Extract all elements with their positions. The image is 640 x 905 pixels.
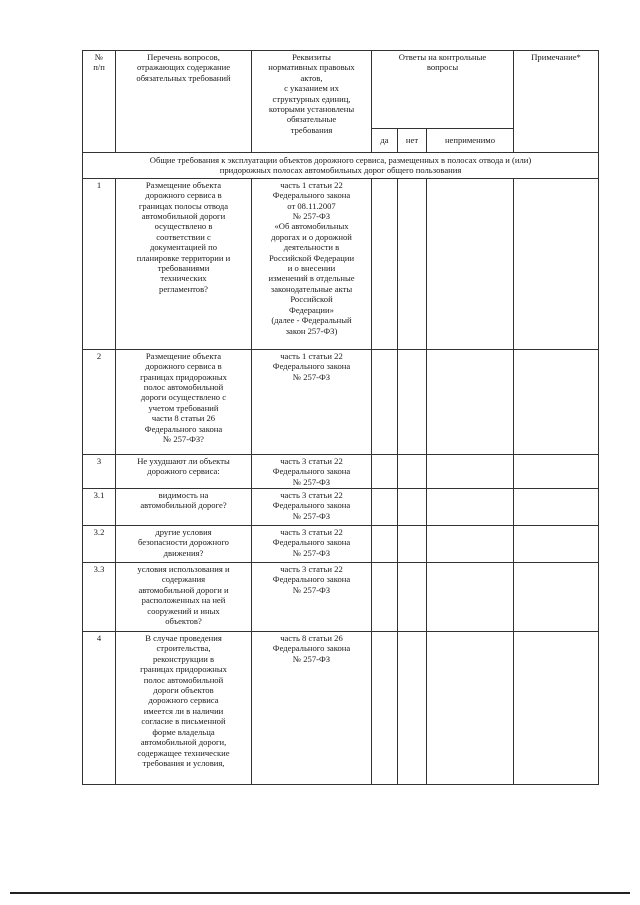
table-row bbox=[83, 489, 599, 526]
answer-na-cell[interactable] bbox=[427, 563, 514, 632]
note-cell[interactable] bbox=[514, 178, 599, 349]
answer-na-cell[interactable] bbox=[427, 526, 514, 563]
col-note-header: Примечание* bbox=[514, 51, 599, 153]
row-number: 1 bbox=[83, 178, 116, 349]
row-question: Не ухудшают ли объекты дорожного сервиса: bbox=[116, 454, 252, 488]
header-row bbox=[83, 51, 599, 129]
answer-no-cell[interactable] bbox=[398, 526, 427, 563]
answer-no-cell[interactable] bbox=[398, 489, 427, 526]
col-na-header: неприменимо bbox=[427, 129, 514, 153]
row-requisite: часть 3 статьи 22 Федерального закона № 257-ФЗ bbox=[252, 489, 372, 526]
answer-na-cell[interactable] bbox=[427, 489, 514, 526]
section-title: Общие требования к эксплуатации объектов дорожного сервиса, размещенных в полосах отвода и (или) придорожных полосах автомобильных дорог общего пользования bbox=[83, 153, 599, 179]
row-number: 4 bbox=[83, 632, 116, 785]
row-number: 3.3 bbox=[83, 563, 116, 632]
answer-no-cell[interactable] bbox=[398, 178, 427, 349]
col-yes-header: да bbox=[372, 129, 398, 153]
checklist-table bbox=[82, 50, 599, 785]
col-num-header: № п/п bbox=[83, 51, 116, 153]
col-questions-header: Перечень вопросов, отражающих содержание обязательных требований bbox=[116, 51, 252, 153]
answer-no-cell[interactable] bbox=[398, 349, 427, 454]
answer-na-cell[interactable] bbox=[427, 349, 514, 454]
section-row bbox=[83, 153, 599, 179]
row-number: 3 bbox=[83, 454, 116, 488]
row-question: Размещение объекта дорожного сервиса в границах полосы отвода автомобильной дороги осуществлено в соответствии с документацией по планировке территории и требованиями технических регламентов? bbox=[116, 178, 252, 349]
answer-yes-cell[interactable] bbox=[372, 632, 398, 785]
row-requisite: часть 3 статьи 22 Федерального закона № 257-ФЗ bbox=[252, 563, 372, 632]
row-requisite: часть 1 статьи 22 Федерального закона от 08.11.2007 № 257-ФЗ «Об автомобильных дорогах и о дорожной деятельности в Российской Федерации и о внесении изменений в отдельные законодательные акты Российской Федерации» (далее - Федеральный закон 257-ФЗ) bbox=[252, 178, 372, 349]
answer-na-cell[interactable] bbox=[427, 454, 514, 488]
row-number: 3.1 bbox=[83, 489, 116, 526]
answer-yes-cell[interactable] bbox=[372, 454, 398, 488]
note-cell[interactable] bbox=[514, 454, 599, 488]
note-cell[interactable] bbox=[514, 349, 599, 454]
table-row bbox=[83, 632, 599, 785]
answer-no-cell[interactable] bbox=[398, 563, 427, 632]
col-no-header: нет bbox=[398, 129, 427, 153]
table-row bbox=[83, 454, 599, 488]
row-question: В случае проведения строительства, реконструкции в границах придорожных полос автомобильной дороги объектов дорожного сервиса имеется ли в наличии согласие в письменной форме владельца автомобильной дороги, содержащее технические требования и условия, bbox=[116, 632, 252, 785]
row-question: условия использования и содержания автомобильной дороги и расположенных на ней сооружений и иных объектов? bbox=[116, 563, 252, 632]
row-requisite: часть 8 статьи 26 Федерального закона № 257-ФЗ bbox=[252, 632, 372, 785]
answer-yes-cell[interactable] bbox=[372, 489, 398, 526]
answer-yes-cell[interactable] bbox=[372, 349, 398, 454]
answer-na-cell[interactable] bbox=[427, 632, 514, 785]
answer-yes-cell[interactable] bbox=[372, 526, 398, 563]
row-number: 2 bbox=[83, 349, 116, 454]
note-cell[interactable] bbox=[514, 489, 599, 526]
row-question: Размещение объекта дорожного сервиса в границах придорожных полос автомобильной дороги осуществлено с учетом требований части 8 статьи 26 Федерального закона № 257-ФЗ? bbox=[116, 349, 252, 454]
table-row bbox=[83, 526, 599, 563]
col-requisites-header: Реквизиты нормативных правовых актов, с указанием их структурных единиц, которыми установлены обязательные требования bbox=[252, 51, 372, 153]
row-requisite: часть 3 статьи 22 Федерального закона № 257-ФЗ bbox=[252, 454, 372, 488]
row-question: другие условия безопасности дорожного движения? bbox=[116, 526, 252, 563]
table-row bbox=[83, 563, 599, 632]
answer-no-cell[interactable] bbox=[398, 454, 427, 488]
row-requisite: часть 3 статьи 22 Федерального закона № 257-ФЗ bbox=[252, 526, 372, 563]
page-bottom-rule bbox=[10, 892, 630, 894]
note-cell[interactable] bbox=[514, 632, 599, 785]
note-cell[interactable] bbox=[514, 563, 599, 632]
table-row bbox=[83, 178, 599, 349]
col-answers-header: Ответы на контрольные вопросы bbox=[372, 51, 514, 129]
row-number: 3.2 bbox=[83, 526, 116, 563]
answer-yes-cell[interactable] bbox=[372, 178, 398, 349]
row-question: видимость на автомобильной дороге? bbox=[116, 489, 252, 526]
answer-yes-cell[interactable] bbox=[372, 563, 398, 632]
answer-na-cell[interactable] bbox=[427, 178, 514, 349]
row-requisite: часть 1 статьи 22 Федерального закона № 257-ФЗ bbox=[252, 349, 372, 454]
answer-no-cell[interactable] bbox=[398, 632, 427, 785]
note-cell[interactable] bbox=[514, 526, 599, 563]
table-row bbox=[83, 349, 599, 454]
